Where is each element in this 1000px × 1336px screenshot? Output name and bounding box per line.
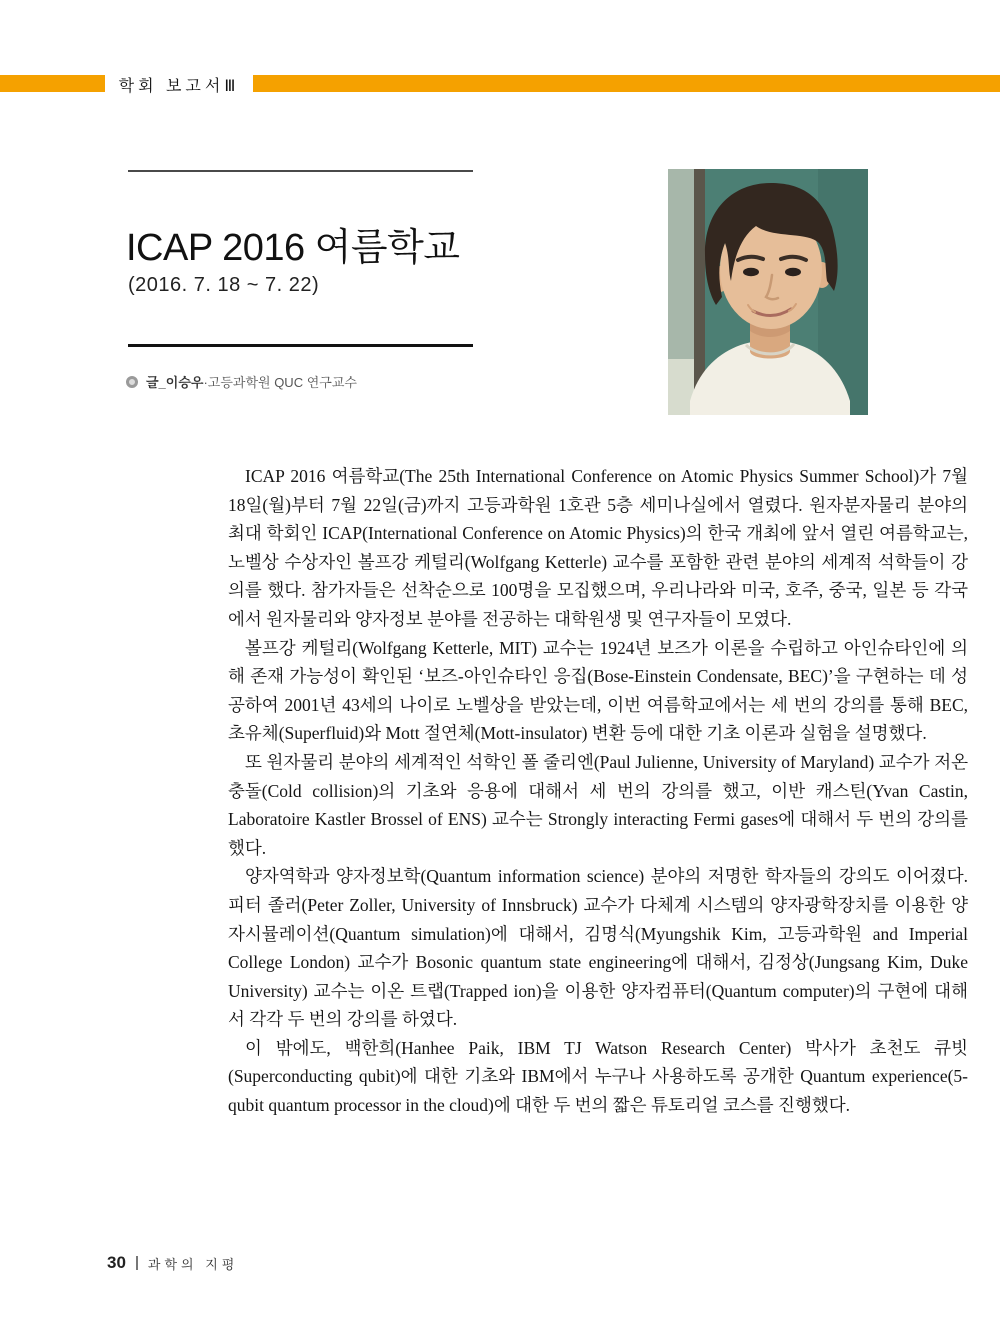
byline-text: [146, 372, 357, 391]
body-paragraph: 볼프강 케털리(Wolfgang Ketterle, MIT) 교수는 1924년 보즈가 이론을 수립하고 아인슈타인에 의해 존재 가능성이 확인된 ‘보즈-아인슈타인 응집(Bose-Einstein Condensate, BEC)’을 구현하는 데 성공하여 2001년 43세의 나이로 노벨상을 받았는데, 이번 여름학교에서는 세 번의 강의를 통해 BEC, 초유체(Superfluid)와 Mott 절연체(Mott-insulator) 변환 등에 대한 기초 이론과 실험을 설명했다.: [228, 637, 968, 744]
title-top-rule: [128, 170, 473, 172]
byline-rule: [128, 344, 473, 347]
byline: [126, 372, 357, 391]
body-paragraph: ICAP 2016 여름학교(The 25th International Conference on Atomic Physics Summer School)가 7월 18일(월)부터 7월 22일(금)까지 고등과학원 1호관 5층 세미나실에서 열렸다. 원자분자물리 분야의 최대 학회인 ICAP(International Conference on Atomic Physics)의 한국 개최에 앞서 열린 여름학교는, 노벨상 수상자인 볼프강 케털리(Wolfgang Ketterle) 교수를 포함한 관련 분야의 세계적 석학들이 강의를 했다. 참가자들은 선착순으로 100명을 모집했으며, 우리나라와 미국, 호주, 중국, 일본 등 각국에서 원자물리와 양자정보 분야를 전공하는 대학원생 및 연구자들이 모였다.: [228, 466, 968, 629]
page-number: 30: [107, 1253, 126, 1272]
page-title: ICAP 2016 여름학교: [126, 227, 460, 269]
footer-divider: [136, 1256, 138, 1270]
body-paragraph: 이 밖에도, 백한희(Hanhee Paik, IBM TJ Watson Research Center) 박사가 초천도 큐빗(Superconducting qubit)에 대한 기초와 IBM에서 누구나 사용하도록 공개한 Quantum experience(5-qubit quantum processor in the cloud)에 대한 두 번의 짧은 튜토리얼 코스를 진행했다.: [228, 1037, 968, 1116]
author-photo: [668, 169, 868, 415]
page-footer: [107, 1253, 238, 1273]
byline-affiliation: ·고등과학원 QUC 연구교수: [203, 375, 357, 390]
article-body: [228, 462, 968, 1120]
event-date-range: (2016. 7. 18 ~ 7. 22): [128, 274, 320, 296]
byline-author: 글_이승우: [146, 375, 204, 390]
section-label: 학회 보고서Ⅲ: [105, 68, 253, 100]
body-paragraph: 양자역학과 양자정보학(Quantum information science) 분야의 저명한 학자들의 강의도 이어졌다. 피터 졸러(Peter Zoller, University of Innsbruck) 교수가 다체계 시스템의 양자광학장치를 이용한 양자시뮬레이션(Quantum simulation)에 대해서, 김명식(Myungshik Kim, 고등과학원 and Imperial College London) 교수가 Bosonic quantum state engineering에 대해서, 김정상(Jungsang Kim, Duke University) 교수는 이온 트랩(Trapped ion)을 이용한 양자컴퓨터(Quantum computer)의 구현에 대해서 각각 두 번의 강의를 하였다.: [228, 866, 968, 1030]
body-paragraph: 또 원자물리 분야의 세계적인 석학인 폴 줄리엔(Paul Julienne, University of Maryland) 교수가 저온 충돌(Cold collision)의 기초와 응용에 대해서 세 번의 강의를 했고, 이반 캐스틴(Yvan Castin, Laboratoire Kastler Brossel of ENS) 교수는 Strongly interacting Fermi gases에 대해서 두 번의 강의를 했다.: [228, 751, 968, 858]
journal-title: 과학의 지평: [147, 1256, 239, 1272]
byline-bullet-icon: [126, 376, 138, 388]
